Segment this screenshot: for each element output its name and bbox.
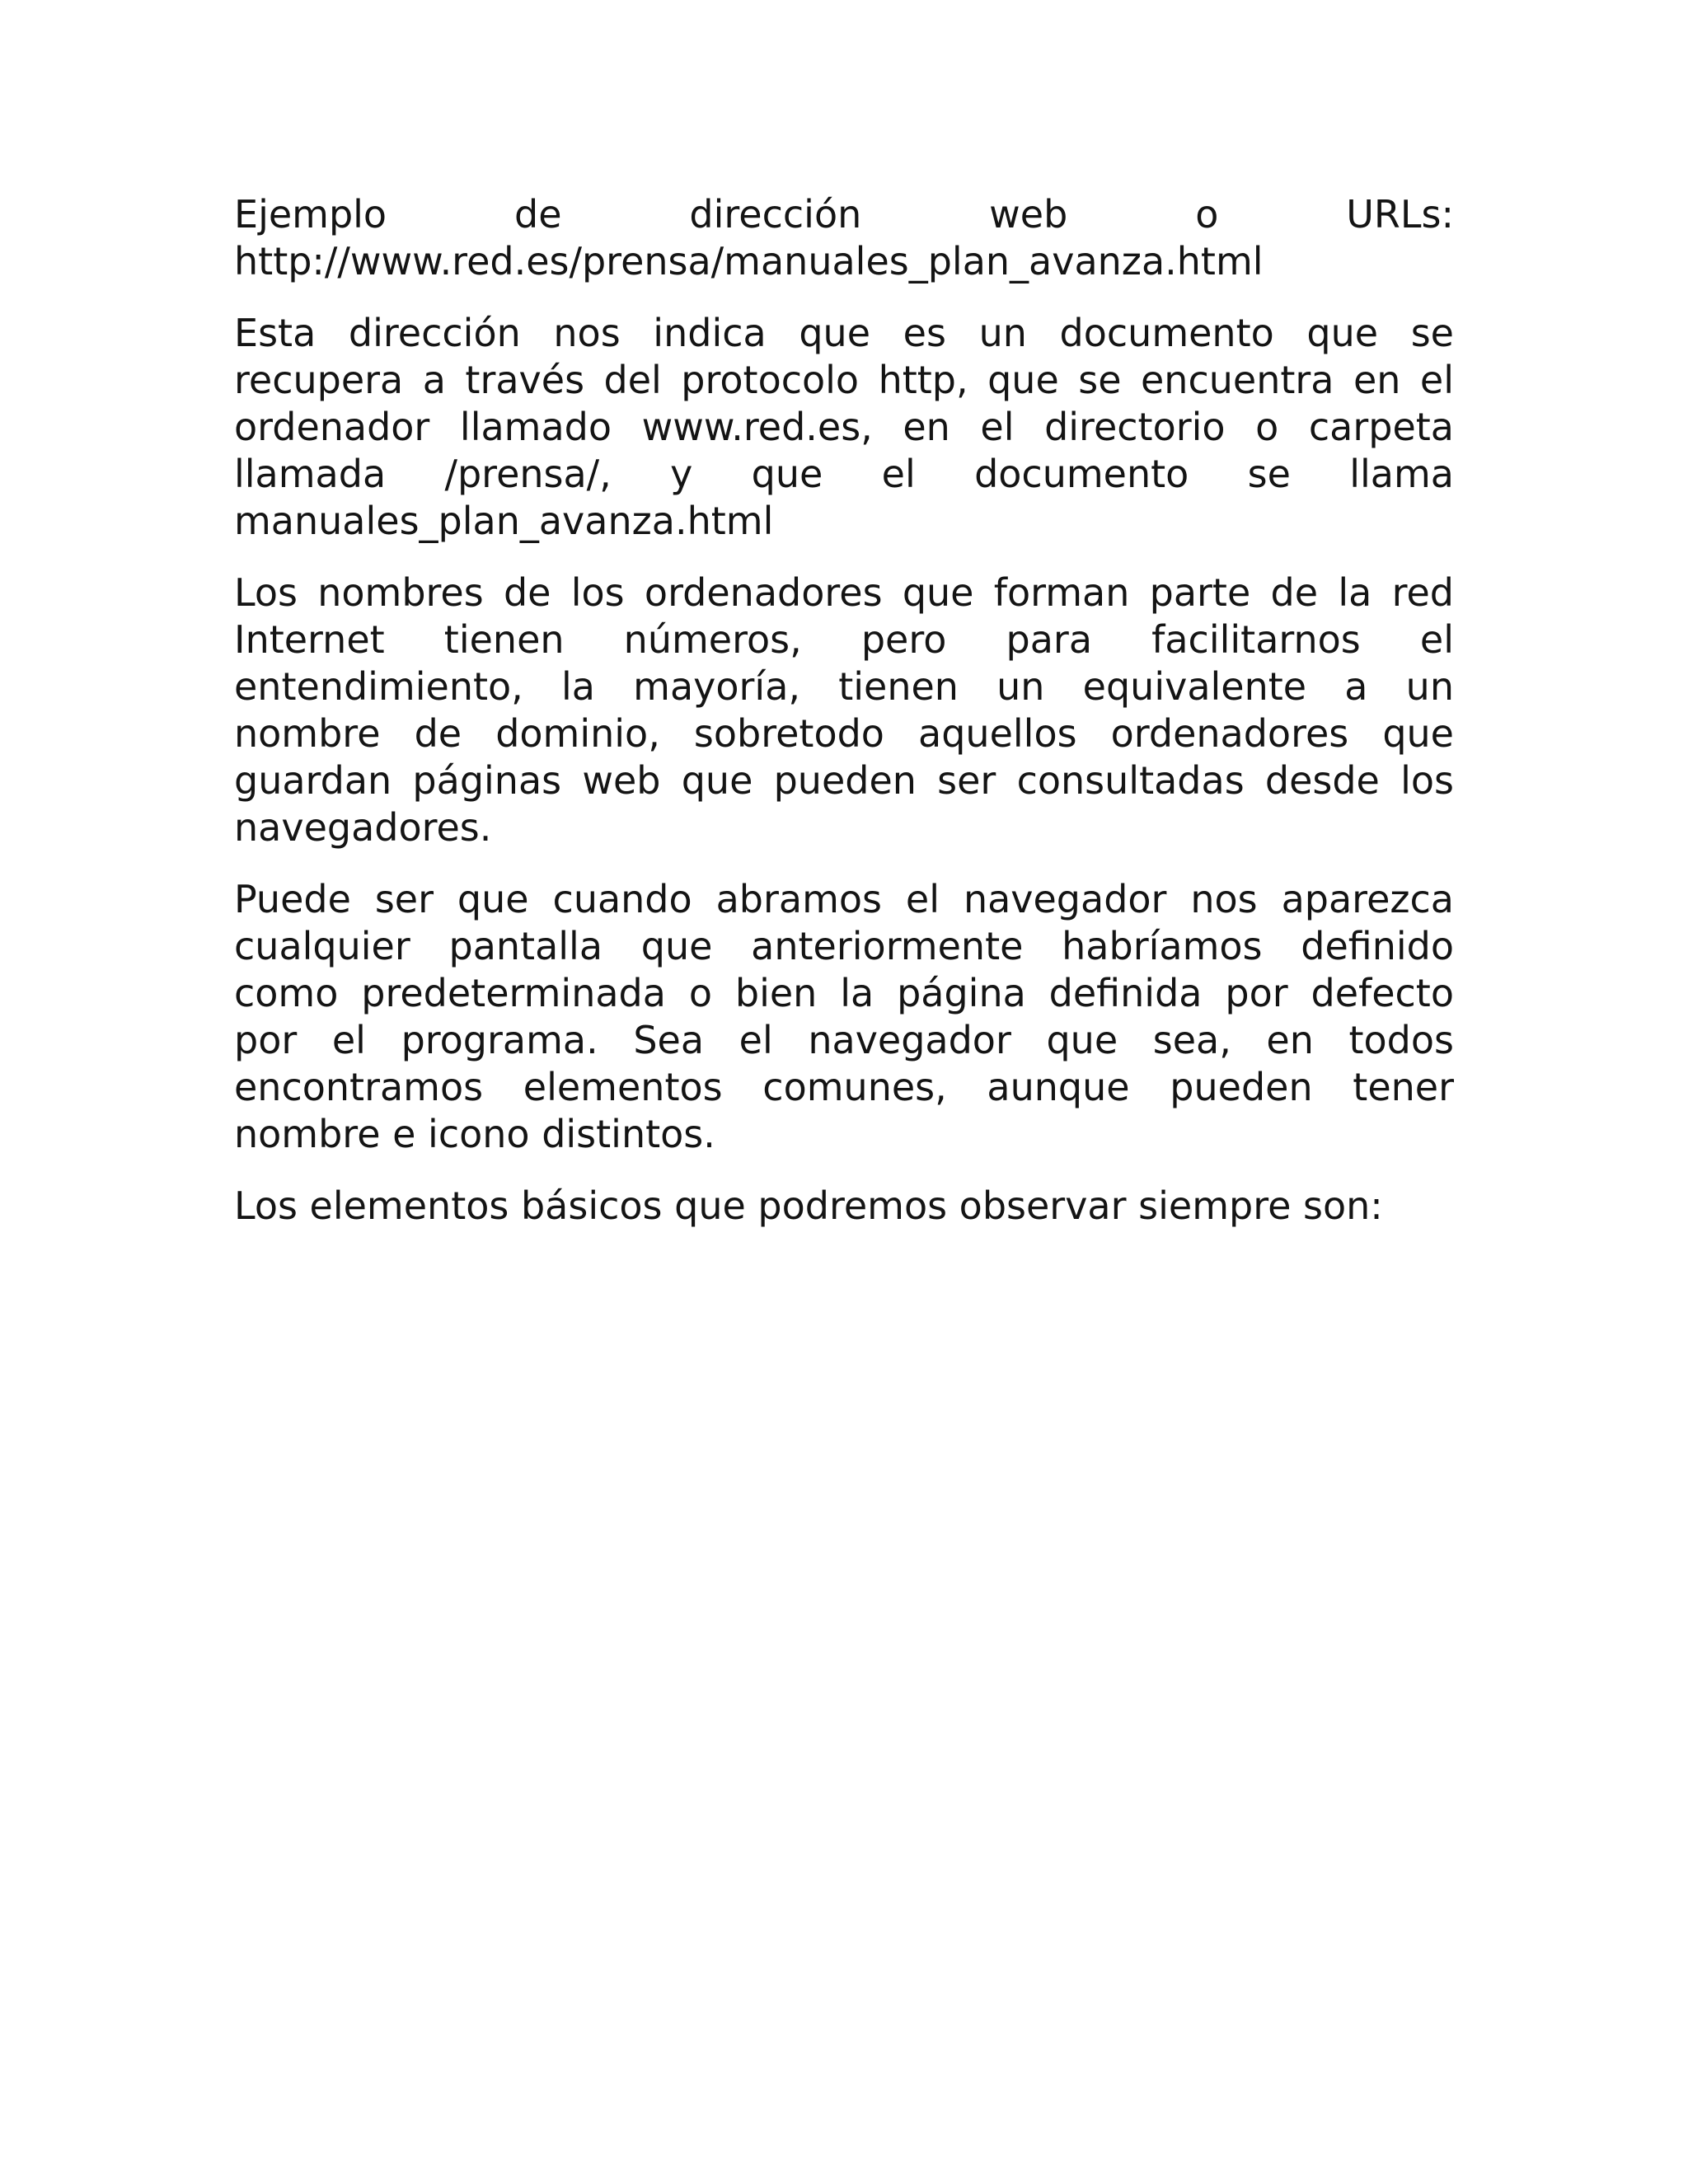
- paragraph-line: entendimiento, la mayoría, tienen un equivalente a un: [234, 664, 1454, 709]
- paragraph-domain-names: [234, 569, 1454, 851]
- paragraph-line: por el programa. Sea el navegador que sea, en todos: [234, 1018, 1454, 1062]
- paragraph-line: ordenador llamado www.red.es, en el directorio o carpeta: [234, 405, 1454, 449]
- document-body: [234, 191, 1454, 1254]
- paragraph-line: nombre de dominio, sobretodo aquellos ordenadores que: [234, 711, 1454, 756]
- paragraph-line: encontramos elementos comunes, aunque pueden tener: [234, 1065, 1454, 1109]
- paragraph-line: nombre e icono distintos.: [234, 1112, 715, 1156]
- paragraph-line: guardan páginas web que pueden ser consultadas desde los: [234, 758, 1454, 803]
- paragraph-line: llamada /prensa/, y que el documento se llama: [234, 452, 1454, 496]
- paragraph-line: manuales_plan_avanza.html: [234, 499, 774, 543]
- paragraph-basic-elements: [234, 1183, 1454, 1230]
- paragraph-line: http://www.red.es/prensa/manuales_plan_avanza.html: [234, 239, 1264, 284]
- paragraph-line: Los elementos básicos que podremos observar siempre son:: [234, 1183, 1383, 1228]
- paragraph-url-explanation: [234, 310, 1454, 545]
- paragraph-line: Esta dirección nos indica que es un documento que se: [234, 311, 1454, 355]
- paragraph-line: recupera a través del protocolo http, que se encuentra en el: [234, 358, 1454, 402]
- paragraph-line: Ejemplo de dirección web o URLs:: [234, 192, 1454, 237]
- paragraph-line: como predeterminada o bien la página definida por defecto: [234, 971, 1454, 1015]
- paragraph-browser-start: [234, 876, 1454, 1158]
- paragraph-line: navegadores.: [234, 805, 492, 850]
- paragraph-line: cualquier pantalla que anteriormente habríamos definido: [234, 924, 1454, 968]
- paragraph-line: Puede ser que cuando abramos el navegador nos aparezca: [234, 877, 1454, 921]
- paragraph-line: Internet tienen números, pero para facilitarnos el: [234, 617, 1454, 662]
- paragraph-url-example: [234, 191, 1454, 285]
- paragraph-line: Los nombres de los ordenadores que forman parte de la red: [234, 570, 1454, 615]
